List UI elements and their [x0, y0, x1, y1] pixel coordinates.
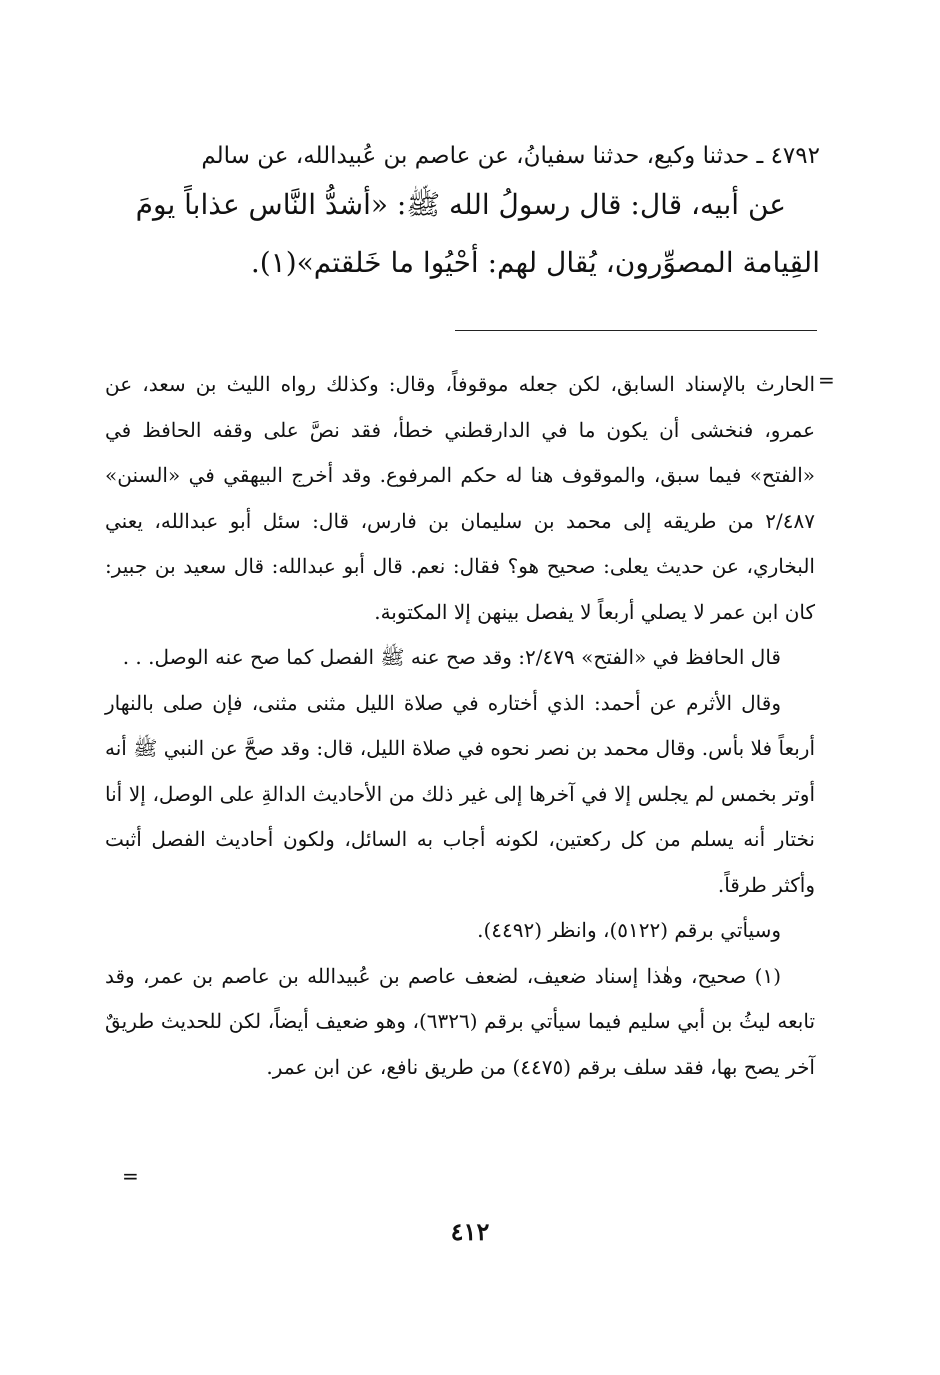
footnotes [105, 362, 815, 1090]
hadith-line-1: ٤٧٩٢ ـ حدثنا وكيع، حدثنا سفيانُ، عن عاصم بن عُبيدالله، عن سالم [201, 143, 820, 169]
hadith-line-2: عن أبيه، قال: قال رسولُ الله ﷺ: «أشدُّ النَّاس عذاباً يومَ [135, 188, 786, 221]
footnote-continuation-mark-top: = [818, 368, 835, 392]
footnote-paragraph-4: وسيأتي برقم (٥١٢٢)، وانظر (٤٤٩٢). [477, 918, 781, 942]
footnote-paragraph-1: الحارث بالإسناد السابق، لكن جعله موقوفاً، وقال: وكذلك رواه الليث بن سعد، عن عمرو، فنخشى أن يكون ما في الدارقطني خطأ، فقد نصَّ على وقفه الحافظ في «الفتح» فيما سبق، والموقوف هنا له حكم المرفوع. وقد أخرج البيهقي في «السنن» ٢/٤٨٧ من طريقه إلى محمد بن سليمان بن فارس، قال: سئل أبو عبدالله، يعني البخاري، عن حديث يعلى: صحيح هو؟ فقال: نعم. قال أبو عبدالله: قال سعيد بن جبير: كان ابن عمر لا يصلي أربعاً لا يفصل بينهن إلا المكتوبة. [105, 372, 815, 624]
footnote-paragraph-3: وقال الأثرم عن أحمد: الذي أختاره في صلاة الليل مثنى مثنى، فإن صلى بالنهار أربعاً فلا بأس. وقال محمد بن نصر نحوه في صلاة الليل، قال: وقد صحَّ عن النبي ﷺ أنه أوتر بخمس لم يجلس إلا في آخرها إلى غير ذلك من الأحاديث الدالةِ على الوصل، إلا أنا نختار أنه يسلم من كل ركعتين، لكونه أجاب به السائل، ولكون أحاديث الفصل أثبت وأكثر طرقاً. [105, 690, 815, 897]
page-number: ٤١٢ [450, 1217, 490, 1246]
footnote-1: (١) صحيح، وهٰذا إسناد ضعيف، لضعف عاصم بن عُبيدالله بن عاصم بن عمر، وقد تابعه ليثُ بن أبي سليم فيما سيأتي برقم (٦٣٢٦)، وهو ضعيف أيضاً، لكن للحديث طريقٌ آخر يصح بها، فقد سلف برقم (٤٤٧٥) من طريق نافع، عن ابن عمر. [105, 963, 816, 1079]
hadith-line-3: القِيامة المصوِّرون، يُقال لهم: أحْيُوا ما خَلقتم»(١). [250, 246, 820, 279]
footnote-continuation-mark-bottom: = [122, 1164, 139, 1188]
footnote-paragraph-2: قال الحافظ في «الفتح» ٢/٤٧٩: وقد صح عنه ﷺ الفصل كما صح عنه الوصل. . . [122, 645, 781, 669]
footnote-separator [455, 330, 817, 331]
hadith-text [108, 136, 820, 292]
